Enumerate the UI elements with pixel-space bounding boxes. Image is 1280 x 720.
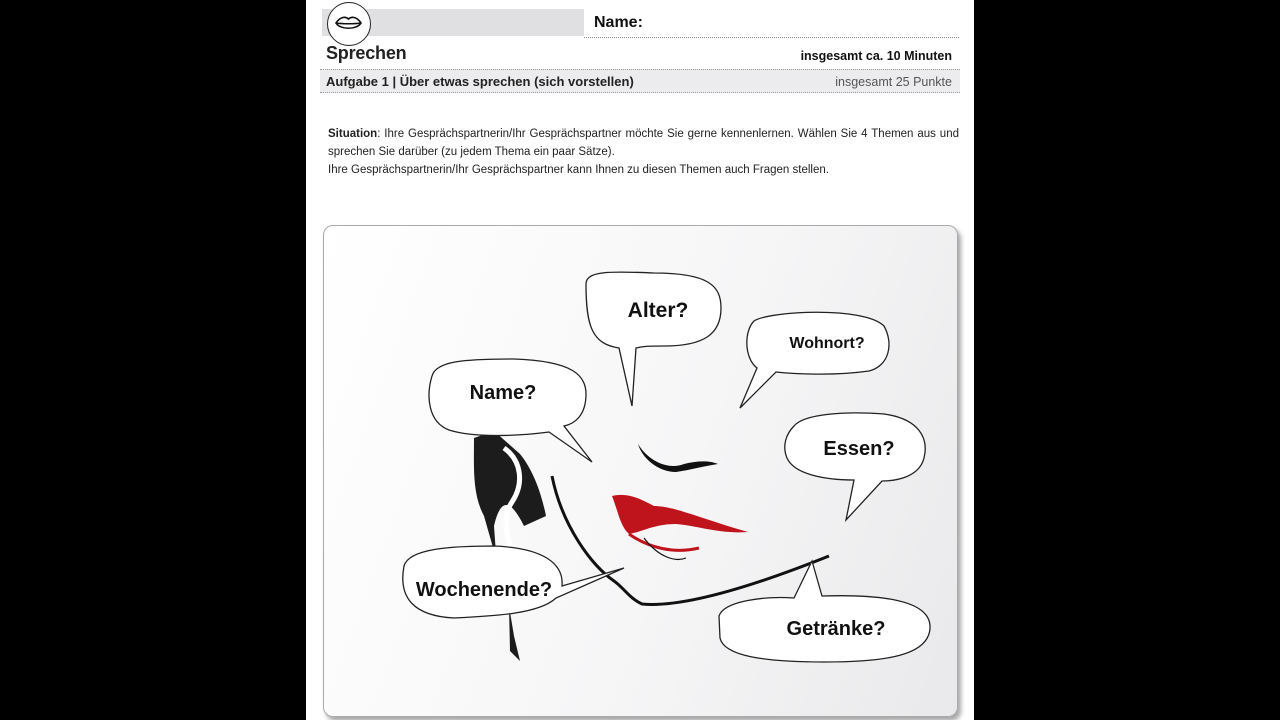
- illustration-frame: [323, 225, 958, 717]
- face-outline: [552, 476, 829, 604]
- name-label: Name:: [594, 14, 643, 31]
- bubble-essen: [785, 413, 925, 520]
- bubble-wohnort: [740, 312, 889, 408]
- lips-shape: [612, 495, 748, 534]
- task-points: insgesamt 25 Punkte: [835, 75, 952, 89]
- worksheet-page: [306, 0, 974, 720]
- name-field-line: [584, 37, 959, 38]
- situation-paragraph-2: Ihre Gesprächspartnerin/Ihr Gesprächspartner kann Ihnen zu diesen Themen auch Fragen stellen.: [328, 164, 829, 176]
- situation-text: [328, 125, 959, 179]
- bubble-essen-text: Essen?: [823, 438, 895, 460]
- bubble-wohnort-text: Wohnort?: [789, 335, 865, 352]
- task-bar: [320, 69, 960, 93]
- situation-label: Situation: [328, 128, 378, 140]
- face-illustration: [324, 226, 957, 716]
- bubble-wochenende-text: Wochenende?: [415, 579, 553, 601]
- bubble-name-text: Name?: [469, 382, 537, 404]
- situation-text-1: : Ihre Gesprächspartnerin/Ihr Gesprächspartner möchte Sie gerne kennenlernen. Wählen Sie 4 Themen aus und sprechen Sie darüber (zu jedem Thema ein paar Sätze).: [328, 128, 959, 158]
- eye-shape: [638, 444, 718, 472]
- lips-icon: [327, 2, 371, 46]
- section-title: Sprechen: [326, 43, 407, 63]
- lower-lip-line: [629, 534, 699, 550]
- section-time: insgesamt ca. 10 Minuten: [800, 49, 952, 63]
- bubble-alter-text: Alter?: [627, 299, 689, 322]
- bubble-alter: [586, 272, 721, 406]
- bubble-getraenke-text: Getränke?: [786, 618, 886, 640]
- situation-paragraph-1: [328, 125, 959, 161]
- bubble-getraenke: [719, 561, 930, 662]
- task-title: Aufgabe 1 | Über etwas sprechen (sich vorstellen): [326, 74, 634, 89]
